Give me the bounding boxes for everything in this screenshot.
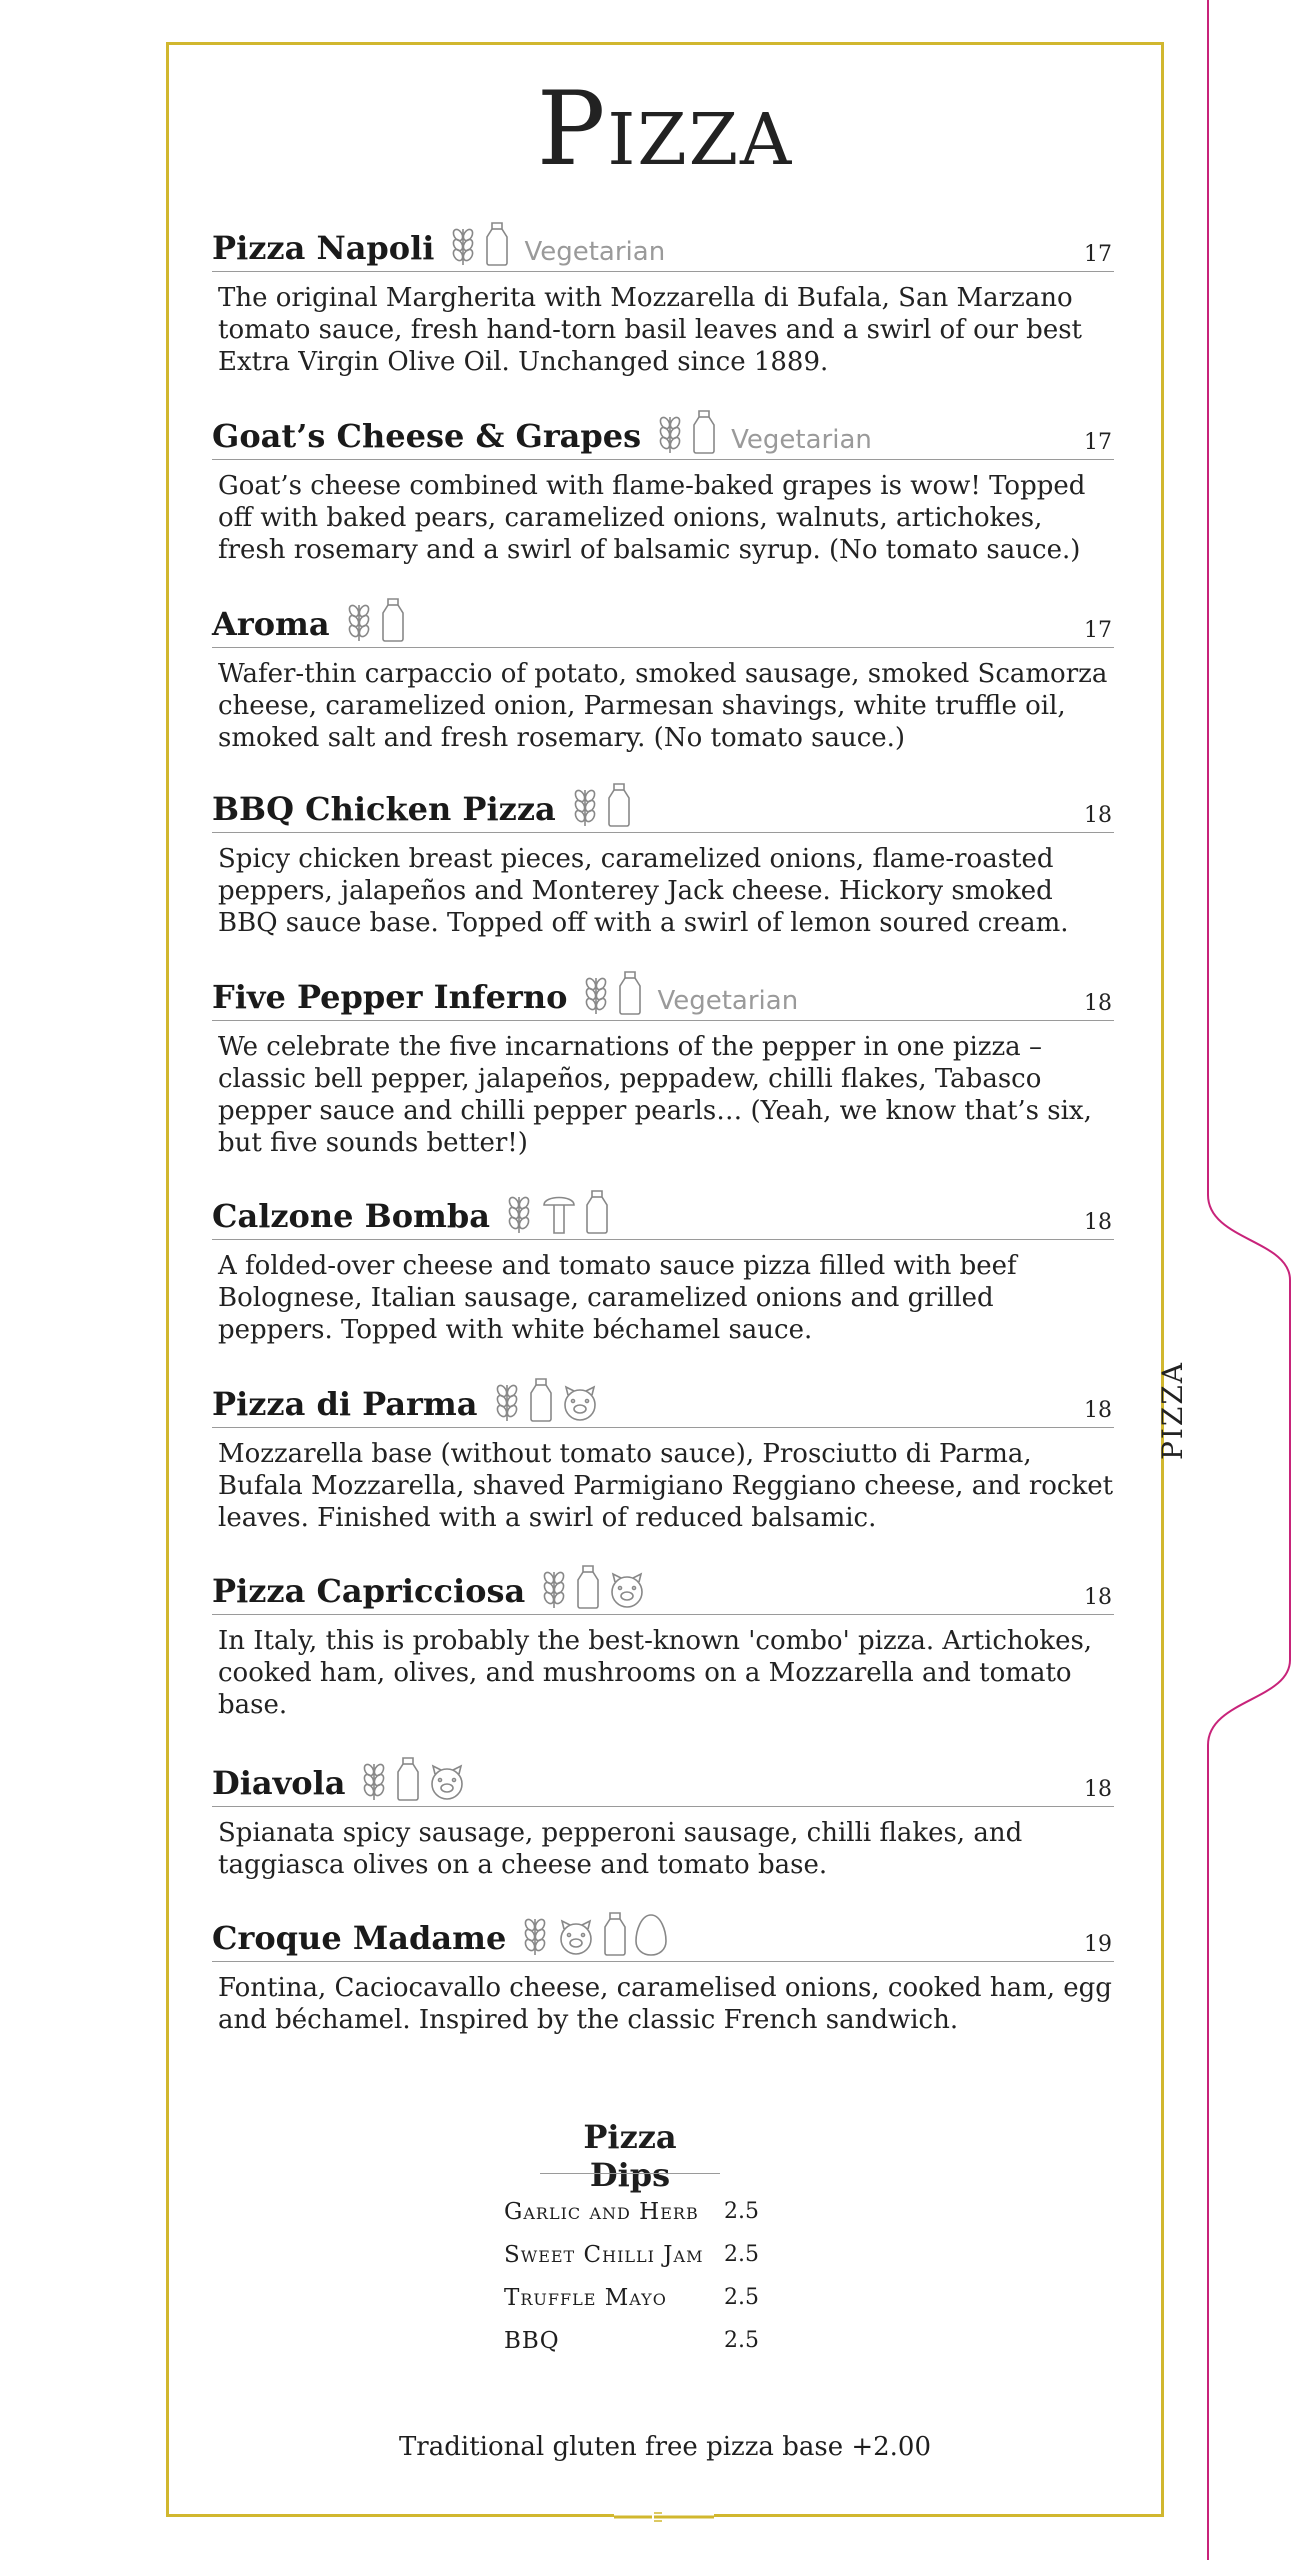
menu-item	[212, 1190, 1114, 1346]
wheat-icon	[344, 599, 374, 643]
dip-row	[504, 2190, 794, 2233]
dip-price: 2.5	[724, 2242, 759, 2267]
fork-ornament-icon	[614, 2507, 714, 2527]
menu-item	[212, 1912, 1114, 2036]
menu-item-name	[212, 409, 872, 455]
allergen-icons	[492, 1377, 600, 1423]
wheat-icon	[581, 972, 611, 1016]
dip-row	[504, 2319, 794, 2362]
menu-item-name	[212, 782, 632, 828]
menu-item-header	[212, 598, 1114, 648]
menu-item	[212, 1565, 1114, 1721]
pig-icon	[556, 1917, 596, 1957]
allergen-icons	[504, 1189, 610, 1235]
menu-item-description: Spicy chicken breast pieces, caramelized onions, flame-roasted peppers, jalapeños and Monterey Jack cheese. Hickory smoked BBQ sauce base. Topped off with a swirl of lemon soured cream.	[218, 844, 1069, 938]
menu-item-header	[212, 1378, 1114, 1428]
menu-item-title: Croque Madame	[212, 1919, 507, 1957]
vegetarian-label: Vegetarian	[524, 237, 666, 267]
menu-item-name	[212, 597, 406, 643]
menu-item-price: 18	[1084, 1398, 1112, 1423]
menu-item-description: In Italy, this is probably the best-known 'combo' pizza. Artichokes, cooked ham, olives, and mushrooms on a Mozzarella and tomato base.	[218, 1626, 1093, 1720]
wheat-icon	[570, 784, 600, 828]
menu-item-header	[212, 1565, 1114, 1615]
menu-item-price: 17	[1084, 618, 1112, 643]
menu-item-name	[212, 970, 798, 1016]
side-tab-outline	[1200, 0, 1293, 2560]
allergen-icons	[359, 1756, 467, 1802]
menu-item-name	[212, 1377, 600, 1423]
wheat-icon	[448, 223, 478, 267]
menu-item-price: 18	[1084, 1585, 1112, 1610]
allergen-icons	[539, 1564, 647, 1610]
wheat-icon	[359, 1758, 389, 1802]
allergen-icons	[520, 1911, 668, 1957]
dips-divider	[540, 2173, 720, 2174]
milk-bottle-icon	[528, 1377, 554, 1423]
menu-item-price: 18	[1084, 803, 1112, 828]
dip-name: BBQ	[504, 2327, 560, 2354]
dip-name: Truffle Mayo	[504, 2284, 667, 2311]
pig-icon	[427, 1762, 467, 1802]
gluten-free-note: Traditional gluten free pizza base +2.00	[398, 2432, 932, 2462]
menu-item	[212, 1378, 1114, 1534]
menu-item-header	[212, 1912, 1114, 1962]
wheat-icon	[492, 1379, 522, 1423]
menu-item-description: Mozzarella base (without tomato sauce), Prosciutto di Parma, Bufala Mozzarella, shaved Parmigiano Reggiano cheese, and rocket leaves. Finished with a swirl of reduced balsamic.	[218, 1439, 1114, 1533]
vegetarian-label: Vegetarian	[657, 986, 799, 1016]
dip-price: 2.5	[724, 2199, 759, 2224]
milk-bottle-icon	[395, 1756, 421, 1802]
menu-item	[212, 222, 1114, 378]
menu-item-header	[212, 971, 1114, 1021]
menu-item-price: 18	[1084, 991, 1112, 1016]
milk-bottle-icon	[617, 970, 643, 1016]
menu-item-header	[212, 222, 1114, 272]
menu-item-description: Fontina, Caciocavallo cheese, caramelised onions, cooked ham, egg and béchamel. Inspired by the classic French sandwich.	[218, 1973, 1112, 2035]
menu-item-description: A folded-over cheese and tomato sauce pizza filled with beef Bolognese, Italian sausage, caramelized onions and grilled peppers. Topped with white béchamel sauce.	[218, 1251, 1017, 1345]
menu-item-description: Spianata spicy sausage, pepperoni sausage, chilli flakes, and taggiasca olives on a cheese and tomato base.	[218, 1818, 1023, 1880]
menu-item-price: 17	[1084, 430, 1112, 455]
menu-item-description: The original Margherita with Mozzarella di Bufala, San Marzano tomato sauce, fresh hand-torn basil leaves and a swirl of our best Extra Virgin Olive Oil. Unchanged since 1889.	[218, 283, 1083, 377]
menu-item-header	[212, 783, 1114, 833]
menu-item-price: 18	[1084, 1777, 1112, 1802]
milk-bottle-icon	[691, 409, 717, 455]
allergen-icons	[570, 782, 632, 828]
menu-item-name	[212, 1189, 610, 1235]
menu-item-title: Five Pepper Inferno	[212, 978, 568, 1016]
menu-item-header	[212, 1757, 1114, 1807]
menu-item-header	[212, 1190, 1114, 1240]
menu-item	[212, 1757, 1114, 1881]
milk-bottle-icon	[484, 221, 510, 267]
celery-icon	[540, 1191, 578, 1235]
dip-price: 2.5	[724, 2328, 759, 2353]
dips-title: Pizza Dips	[583, 2118, 677, 2194]
menu-item	[212, 410, 1114, 566]
dip-name: Garlic and Herb	[504, 2198, 699, 2225]
menu-item-name	[212, 1756, 467, 1802]
milk-bottle-icon	[602, 1911, 628, 1957]
menu-item-price: 19	[1084, 1932, 1112, 1957]
wheat-icon	[539, 1566, 569, 1610]
menu-item-price: 18	[1084, 1210, 1112, 1235]
milk-bottle-icon	[606, 782, 632, 828]
pig-icon	[607, 1570, 647, 1610]
dip-price: 2.5	[724, 2285, 759, 2310]
milk-bottle-icon	[575, 1564, 601, 1610]
menu-item-name	[212, 1911, 668, 1957]
wheat-icon	[520, 1913, 550, 1957]
menu-item-title: Pizza di Parma	[212, 1385, 478, 1423]
allergen-icons	[344, 597, 406, 643]
egg-icon	[634, 1913, 668, 1957]
dip-name: Sweet Chilli Jam	[504, 2241, 704, 2268]
side-tab-label[interactable]: PIZZA	[1156, 1360, 1189, 1460]
dip-row	[504, 2233, 794, 2276]
menu-item-header	[212, 410, 1114, 460]
menu-item-name	[212, 1564, 647, 1610]
dips-list	[504, 2190, 794, 2362]
pig-icon	[560, 1383, 600, 1423]
allergen-icons	[581, 970, 643, 1016]
menu-item	[212, 783, 1114, 939]
allergen-icons	[448, 221, 510, 267]
menu-item-title: Goat’s Cheese & Grapes	[212, 417, 642, 455]
page-title: Pizza	[536, 70, 794, 189]
menu-item-title: Pizza Capricciosa	[212, 1572, 526, 1610]
menu-item-description: We celebrate the five incarnations of the pepper in one pizza – classic bell pepper, jalapeños, peppadew, chilli flakes, Tabasco pepper sauce and chilli pepper pearls… (Yeah, we know that’s six, but five sounds better!)	[218, 1032, 1092, 1158]
menu-item	[212, 598, 1114, 754]
menu-item-price: 17	[1084, 242, 1112, 267]
menu-item-title: Aroma	[212, 605, 330, 643]
menu-item-name	[212, 221, 665, 267]
wheat-icon	[655, 411, 685, 455]
menu-item-title: Pizza Napoli	[212, 229, 435, 267]
menu-item-title: BBQ Chicken Pizza	[212, 790, 556, 828]
menu-item-title: Calzone Bomba	[212, 1197, 490, 1235]
vegetarian-label: Vegetarian	[731, 425, 872, 455]
menu-item-description: Wafer-thin carpaccio of potato, smoked sausage, smoked Scamorza cheese, caramelized onion, Parmesan shavings, white truffle oil, smoked salt and fresh rosemary. (No tomato sauce.)	[218, 659, 1108, 753]
milk-bottle-icon	[584, 1189, 610, 1235]
menu-item-title: Diavola	[212, 1764, 346, 1802]
milk-bottle-icon	[380, 597, 406, 643]
menu-item-description: Goat’s cheese combined with flame-baked grapes is wow! Topped off with baked pears, caramelized onions, walnuts, artichokes, fresh rosemary and a swirl of balsamic syrup. (No tomato sauce.)	[218, 471, 1086, 565]
allergen-icons	[655, 409, 717, 455]
menu-item	[212, 971, 1114, 1159]
dip-row	[504, 2276, 794, 2319]
wheat-icon	[504, 1191, 534, 1235]
